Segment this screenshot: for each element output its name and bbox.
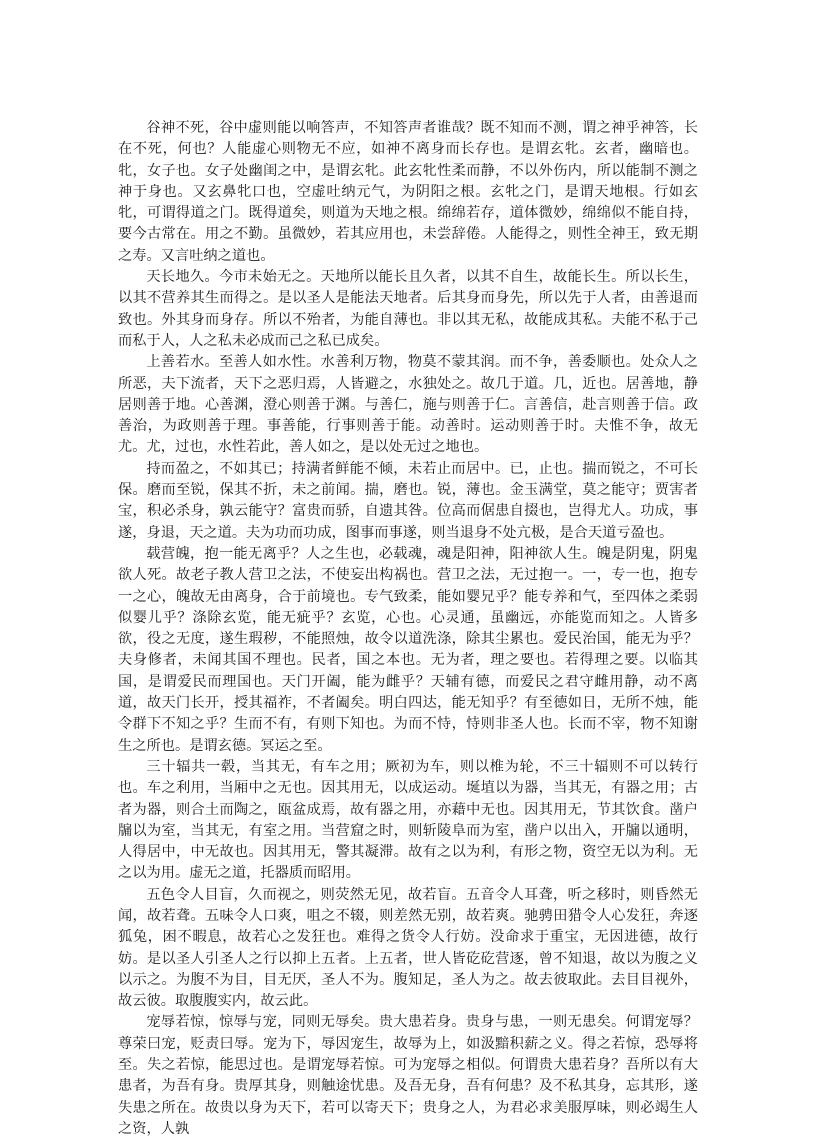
paragraph-shang-shan: 上善若水。至善人如水性。水善利万物，物莫不蒙其润。而不争，善委顺也。处众人之所恶，夫下流者，天下之恶归焉，人皆避之，水独处之。故几于道。几，近也。居善地，静居则善于地。心善渊，澄心则善于渊。与善仁，施与则善于仁。言善信，赴言则善于信。政善治，为政则善于理。事善能，行事则善于能。动善时。运动则善于时。夫惟不争，故无尤。尤，过也，水性若此，善人如之，是以处无过之地也。 [118, 354, 698, 456]
paragraph-tian-chang: 天长地久。今市未始无之。天地所以能长且久者，以其不自生，故能长生。所以长生，以其不营养其生而得之。是以圣人是能法天地者。后其身而身先，所以先于人者，由善退而致也。外其身而身存。所以不殆者，为能自薄也。非以其无私，故能成其私。夫能不私于己而私于人，人之私未必成而己之私已成矣。 [118, 269, 698, 349]
paragraph-chong-ru: 宠辱若惊，惊辱与宠，同则无辱矣。贵大患若身。贵身与患，一则无患矣。何谓宠辱？尊荣曰宠，贬责曰辱。宠为下，辱因宠生，故辱为上，如汲黯积薪之义。得之若惊，恐辱将至。失之若惊，能思过也。是谓宠辱若惊。可为宠辱之相似。何谓贵大患若身？吾所以有大患者，为吾有身。贵厚其身，则触途忧患。及吾无身，吾有何患？及不私其身，忘其形，遂失患之所在。故贵以身为天下，若可以寄天下；贵身之人，为君必求美服厚味，则必竭生人之资，人孰 [118, 1014, 698, 1137]
paragraph-chi-er-ying: 持而盈之，不如其已；持满者鲜能不倾，未若止而居中。已，止也。揣而锐之，不可长保。磨而至锐，保其不折，未之前闻。揣，磨也。锐，薄也。金玉满堂，莫之能守；贾害者宝，积必杀身，孰云能守？富贵而骄，自遗其咎。位高而倨患自掇也，岂得尤人。功成，事遂，身退，天之道。夫为功而功成，图事而事遂，则当退身不处亢极，是合天道亏盈也。 [118, 460, 698, 541]
paragraph-san-shi-fu: 三十辐共一毂，当其无，有车之用；厥初为车，则以椎为轮，不三十辐则不可以转行也。车之利用，当厢中之无也。因其用无，以成运动。埏埴以为器，当其无，有器之用；古者为器，则合土而陶之，瓯盆成焉，故有器之用，亦藉中无也。因其用无，节其饮食。凿户牖以为室，当其无，有室之用。当营窟之时，则斩陵阜而为室，凿户以出入，开牖以通明，人得居中，中无故也。因其用无，警其凝滞。故有之以为利，有形之物，资空无以为利。无之以为用。虚无之道，托器质而昭用。 [118, 758, 698, 882]
paragraph-zai-ying-po: 载营魄，抱一能无离乎？人之生也，必载魂，魂是阳神，阳神欲人生。魄是阴鬼，阴鬼欲人死。故老子教人营卫之法，不使妄出构祸也。营卫之法，无过抱一。一，专一也，抱专一之心，魄故无由离身，合于前境也。专气致柔，能如婴兄乎？能专养和气，至四体之柔弱似婴儿乎？涤除玄览，能无疵乎？玄览，心也。心灵通，虽幽远，亦能览而知之。人皆多欲，役之无度，遂生瑕秽，不能照烛，故令以道洗涤，除其尘累也。爱民治国，能无为乎？夫身修者，未闻其国不理也。民者，国之本也。无为者，理之要也。若得理之要。以临其国，是谓爱民而理国也。天门开阖，能为雌乎？天辅有德，而爱民之君守雌用静，动不离道，故天门长开，授其福祚，不者阖矣。明白四达，能无知乎？有至德如日，无所不烛，能令群下不知之乎？生而不有，有则下知也。为而不恃，恃则非圣人也。长而不宰，物不知谢生之所也。是谓玄德。冥运之至。 [118, 545, 698, 754]
paragraph-gu-shen: 谷神不死，谷中虚则能以响答声，不知答声者谁哉？既不知而不测，谓之神乎神答，长在不死，何也？人能虚心则物无不应，如神不离身而长存也。是谓玄牝。玄者，幽暗也。牝，女子也。女子处幽闺之中，是谓玄牝。此玄牝性柔而静，不以外伤内，所以能制不测之神于身也。又玄鼻牝口也，空虚吐纳元气，为阴阳之根。玄牝之门，是谓天地根。行如玄牝，可谓得道之门。既得道矣，则道为天地之根。绵绵若存，道体微妙，绵绵似不能自持，要今古常在。用之不勤。虽微妙，若其应用也，未尝辞倦。人能得之，则性全神王，致无期之寿。又言吐纳之道也。 [118, 120, 698, 264]
paragraph-wu-se: 五色令人目盲，久而视之，则荧然无见，故若盲。五音令人耳聋，听之移时，则昏然无闻，故若聋。五味令人口爽，咀之不辍，则差然无别，故若爽。驰骋田猎令人心发狂，奔逐狐兔，困不暇息，故若心之发狂也。难得之货令人行妨。没命求于重宝，无因进德，故行妨。是以圣人引圣人之行以抑上五者。上五者，世人皆矻矻营逐，曾不知退，故以为腹之义以示之。为腹不为目，目无厌，圣人不为。腹知足，圣人为之。故去彼取此。去目目视外，故云彼。取腹腹实内，故云此。 [118, 886, 698, 1010]
text-body [118, 118, 698, 1140]
